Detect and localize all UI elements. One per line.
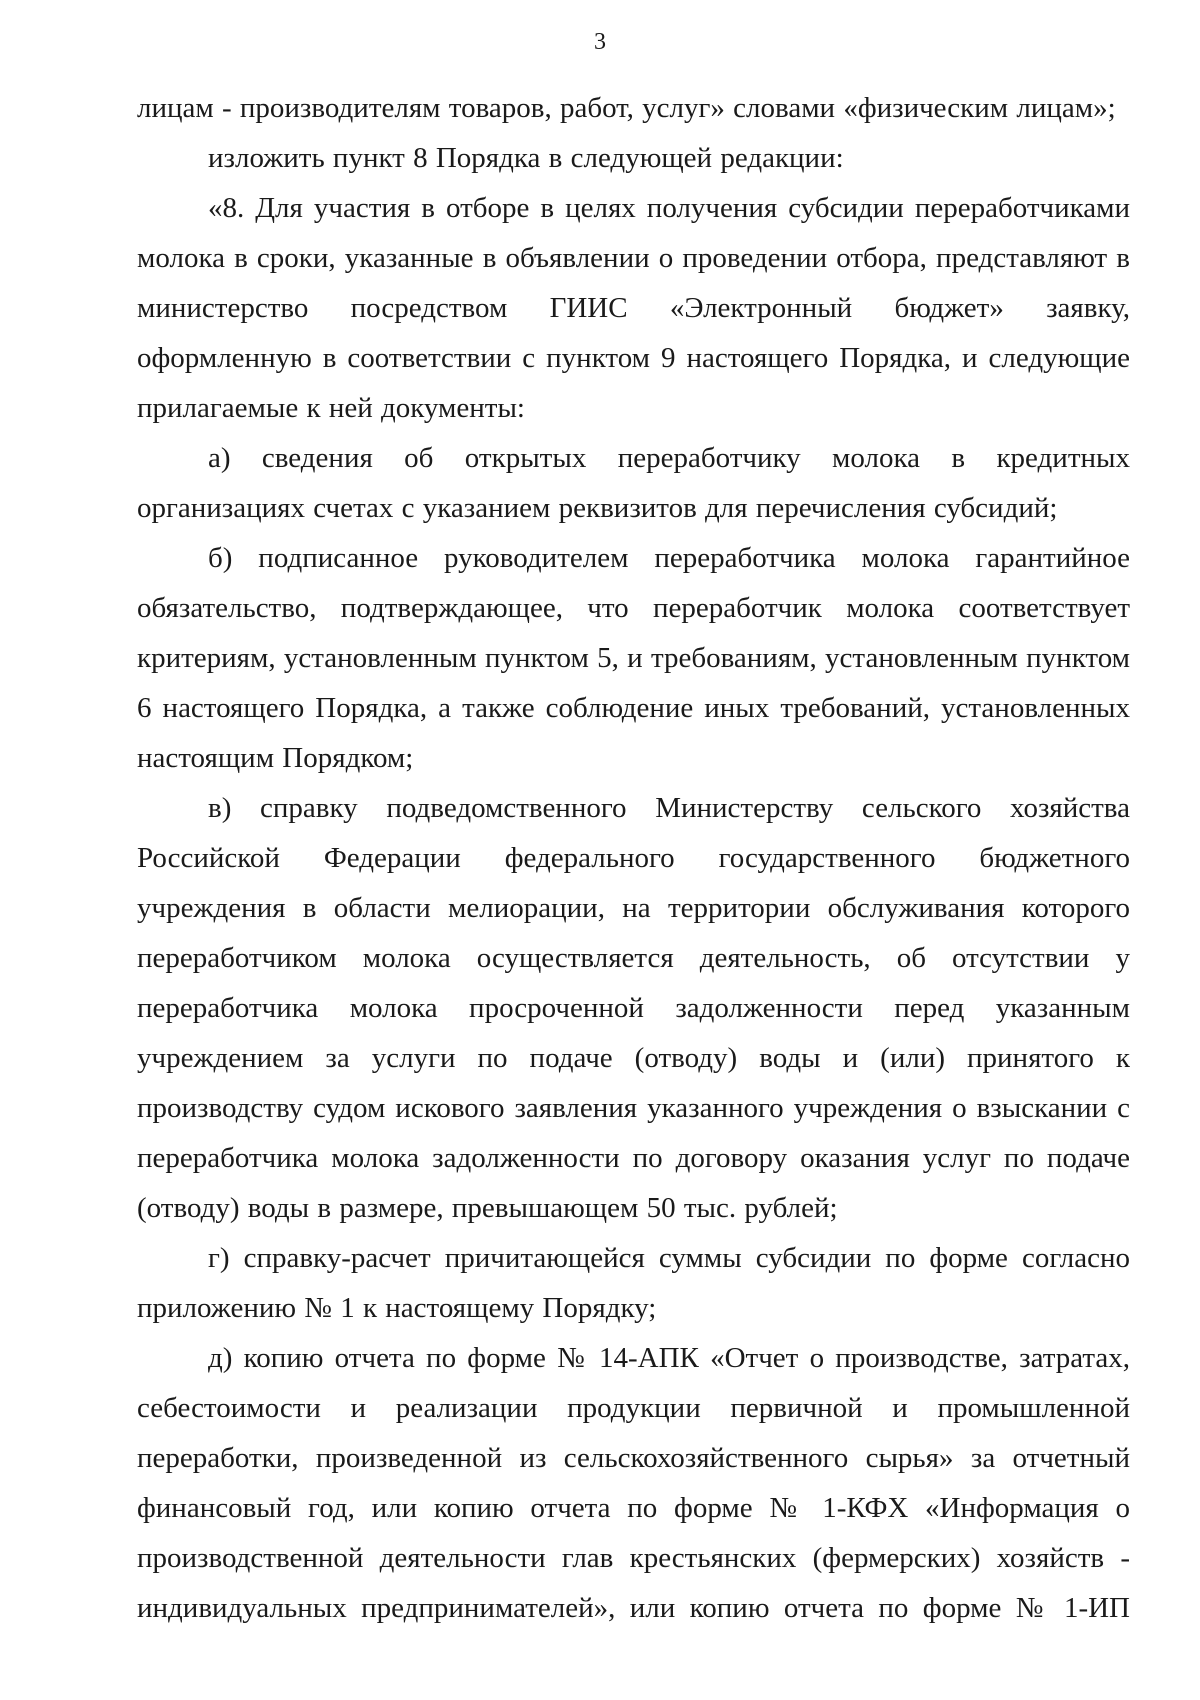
paragraph-subitem-b: б) подписанное руководителем переработчика молока гарантийное обязательство, подтверждающее, что переработчик молока соответствует критериям, установленным пунктом 5, и требованиям, установленным пунктом 6 настоящего Порядка, а также соблюдение иных требований, установленных настоящим Порядком; — [137, 542, 1130, 774]
document-body — [137, 83, 1130, 1633]
paragraph-subitem-d: д) копию отчета по форме № 14-АПК «Отчет о производстве, затратах, себестоимости и реализации продукции первичной и промышленной переработки, произведенной из сельскохозяйственного сырья» за отчетный финансовый год, или копию отчета по форме № 1-КФХ «Информация о производственной деятельности глав крестьянских (фермерских) хозяйств - индивидуальных предпринимателей», или копию отчета по форме № 1-ИП — [137, 1342, 1130, 1624]
paragraph-amendment-intro: изложить пункт 8 Порядка в следующей редакции: — [208, 142, 844, 174]
paragraph-item-8: «8. Для участия в отборе в целях получения субсидии переработчиками молока в сроки, указанные в объявлении о проведении отбора, представляют в министерство посредством ГИИС «Электронный бюджет» заявку, оформленную в соответствии с пунктом 9 настоящего Порядка, и следующие прилагаемые к ней документы: — [137, 192, 1130, 424]
page-number: 3 — [594, 29, 606, 55]
paragraph-subitem-g: г) справку-расчет причитающейся суммы субсидии по форме согласно приложению № 1 к настоящему Порядку; — [137, 1242, 1130, 1324]
paragraph-subitem-v: в) справку подведомственного Министерству сельского хозяйства Российской Федерации федерального государственного бюджетного учреждения в области мелиорации, на территории обслуживания которого переработчиком молока осуществляется деятельность, об отсутствии у переработчика молока просроченной задолженности перед указанным учреждением за услуги по подаче (отводу) воды и (или) принятого к производству судом искового заявления указанного учреждения о взыскании с переработчика молока задолженности по договору оказания услуг по подаче (отводу) воды в размере, превышающем 50 тыс. рублей; — [137, 792, 1130, 1224]
paragraph-continuation: лицам - производителям товаров, работ, услуг» словами «физическим лицам»; — [137, 92, 1116, 124]
paragraph-subitem-a: а) сведения об открытых переработчику молока в кредитных организациях счетах с указанием реквизитов для перечисления субсидий; — [137, 442, 1130, 524]
